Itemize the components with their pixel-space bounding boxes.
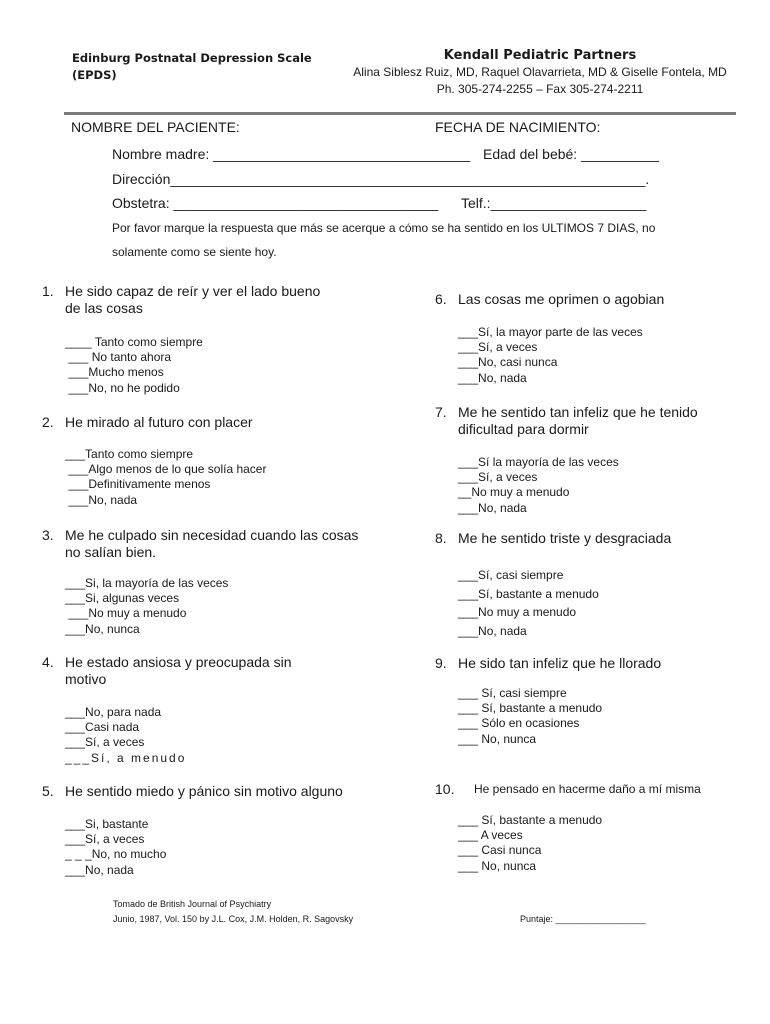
address-field[interactable]: Dirección_____________________________________________________________.	[112, 171, 650, 187]
question-number: 3.	[42, 527, 54, 543]
answer-option[interactable]: ___Algo menos de lo que solía hacer	[65, 462, 267, 477]
answer-option[interactable]: ___No muy a menudo	[458, 605, 577, 619]
answer-option[interactable]: ___Mucho menos	[65, 365, 164, 380]
patient-name-label: NOMBRE DEL PACIENTE:	[71, 119, 240, 135]
question-text	[65, 283, 320, 317]
question-text-line: Me he sentido tan infeliz que he tenido	[458, 404, 698, 420]
question-text-line: motivo	[65, 671, 107, 687]
question-text-line: He mirado al futuro con placer	[65, 414, 253, 430]
answer-option[interactable]: ___Sí, a veces	[65, 832, 145, 847]
question-number: 5.	[42, 783, 54, 799]
question-text	[458, 404, 698, 438]
answer-option[interactable]: ___Si, bastante	[65, 817, 149, 831]
clinic-phone: Ph. 305-274-2255 – Fax 305-274-2211	[436, 82, 644, 96]
answer-option[interactable]: ____ Tanto como siempre	[65, 335, 203, 349]
question-10-options	[458, 813, 602, 874]
question-text-line: de las cosas	[65, 300, 143, 316]
answer-option[interactable]: ___Sí, la mayor parte de las veces	[458, 325, 643, 339]
answer-option[interactable]: ___No, casi nunca	[458, 355, 558, 370]
answer-option[interactable]: ___No, nada	[65, 492, 138, 507]
header-divider	[64, 112, 736, 115]
question-4-options	[65, 705, 186, 766]
question-10	[435, 781, 735, 799]
question-number: 10.	[435, 781, 455, 797]
question-text	[65, 527, 358, 561]
answer-option[interactable]: ___Sí, a veces	[458, 340, 538, 355]
question-text-line: He sido tan infeliz que he llorado	[458, 655, 662, 671]
answer-option[interactable]: ___ No tanto ahora	[65, 350, 172, 365]
scale-title-line: Edinburg Postnatal Depression Scale	[72, 51, 312, 65]
answer-option[interactable]: ___Casi nada	[65, 720, 140, 735]
answer-option[interactable]: ___ Sí, casi siempre	[458, 686, 567, 700]
instructions-line: Por favor marque la respuesta que más se acerque a cómo se ha sentido en los ULTIMOS 7 DIAS, no	[112, 221, 656, 235]
source-citation-line: Tomado de British Journal of Psychiatry	[113, 899, 272, 909]
question-number: 1.	[42, 283, 54, 299]
mother-name-field[interactable]: Nombre madre: _________________________________	[112, 146, 471, 162]
answer-option[interactable]: __No muy a menudo	[458, 485, 570, 500]
question-text	[458, 530, 671, 547]
answer-option[interactable]: _ _ _No, no mucho	[65, 847, 167, 862]
answer-option[interactable]: ___Sí, bastante a menudo	[458, 586, 599, 601]
answer-option[interactable]: ___No muy a menudo	[65, 606, 187, 621]
answer-option[interactable]: ___Tanto como siempre	[65, 447, 194, 461]
question-text-line: Las cosas me oprimen o agobian	[458, 291, 665, 307]
question-text-line: no salían bien.	[65, 544, 157, 560]
answer-option[interactable]: ___No, para nada	[65, 705, 162, 719]
answer-option[interactable]: ___No, nada	[458, 370, 527, 385]
answer-option[interactable]: ___No, nunca	[65, 621, 140, 636]
question-text-line: He estado ansiosa y preocupada sin	[65, 654, 292, 670]
question-number: 9.	[435, 655, 447, 671]
clinic-header	[350, 47, 730, 98]
answer-option[interactable]: ___No, no he podido	[65, 380, 180, 395]
question-8-options	[458, 566, 599, 640]
question-text	[458, 291, 664, 308]
question-text	[65, 654, 291, 688]
question-number: 8.	[435, 530, 447, 546]
clinic-doctors: Alina Siblesz Ruiz, MD, Raquel Olavarrieta, MD & Giselle Fontela, MD	[353, 65, 727, 79]
answer-option[interactable]: ___Sí, a menudo	[65, 750, 187, 765]
answer-option[interactable]: ___Sí, casi siempre	[458, 568, 564, 582]
answer-option[interactable]: ___Si, algunas veces	[65, 591, 180, 606]
answer-option[interactable]: ___No, nada	[458, 623, 527, 638]
question-text: He pensado en hacerme daño a mí misma	[474, 782, 701, 796]
scale-title-line: (EPDS)	[72, 68, 117, 82]
instructions	[112, 216, 752, 264]
answer-option[interactable]: ___Si, la mayoría de las veces	[65, 576, 229, 590]
question-text-line: dificultad para dormir	[458, 421, 589, 437]
question-3-options	[65, 576, 228, 637]
question-number: 6.	[435, 291, 447, 307]
question-text	[65, 414, 253, 431]
phone-field[interactable]: Telf.:____________________	[461, 195, 647, 211]
clinic-name: Kendall Pediatric Partners	[443, 48, 637, 63]
answer-option[interactable]: ___ A veces	[458, 828, 523, 843]
answer-option[interactable]: ___ Sí, bastante a menudo	[458, 813, 603, 827]
answer-option[interactable]: ___ Casi nunca	[458, 843, 542, 858]
question-number: 4.	[42, 654, 54, 670]
answer-option[interactable]: ___No, nada	[65, 862, 134, 877]
question-text	[65, 783, 343, 800]
answer-option[interactable]: ___ No, nunca	[458, 731, 537, 746]
question-5-options	[65, 817, 166, 878]
source-citation	[113, 897, 353, 927]
answer-option[interactable]: ___Sí, a veces	[65, 735, 145, 750]
score-field[interactable]: Puntaje: __________________	[520, 914, 646, 924]
answer-option[interactable]: ___Definitivamente menos	[65, 477, 211, 492]
source-citation-line: Junio, 1987, Vol. 150 by J.L. Cox, J.M. Holden, R. Sagovsky	[113, 914, 354, 924]
question-text-line: He sido capaz de reír y ver el lado bueno	[65, 283, 321, 299]
question-2-options	[65, 447, 266, 508]
answer-option[interactable]: ___ No, nunca	[458, 858, 537, 873]
obstetrician-field[interactable]: Obstetra: __________________________________	[112, 195, 439, 211]
answer-option[interactable]: ___ Sólo en ocasiones	[458, 716, 580, 731]
question-1-options	[65, 335, 203, 396]
answer-option[interactable]: ___ Sí, bastante a menudo	[458, 701, 603, 716]
answer-option[interactable]: ___Sí la mayoría de las veces	[458, 455, 619, 469]
scale-title	[72, 50, 312, 84]
question-7-options	[458, 455, 619, 516]
answer-option[interactable]: ___Sí, a veces	[458, 470, 538, 485]
question-text-line: He sentido miedo y pánico sin motivo alguno	[65, 783, 343, 799]
question-9-options	[458, 686, 602, 747]
question-6-options	[458, 325, 643, 386]
question-text-line: Me he culpado sin necesidad cuando las cosas	[65, 527, 359, 543]
baby-age-field[interactable]: Edad del bebé: __________	[483, 146, 659, 162]
answer-option[interactable]: ___No, nada	[458, 500, 527, 515]
question-text	[458, 655, 661, 672]
birth-date-label: FECHA DE NACIMIENTO:	[435, 119, 601, 135]
instructions-line: solamente como se siente hoy.	[112, 245, 277, 259]
question-text-line: Me he sentido triste y desgraciada	[458, 530, 672, 546]
question-number: 7.	[435, 404, 447, 420]
question-number: 2.	[42, 414, 54, 430]
